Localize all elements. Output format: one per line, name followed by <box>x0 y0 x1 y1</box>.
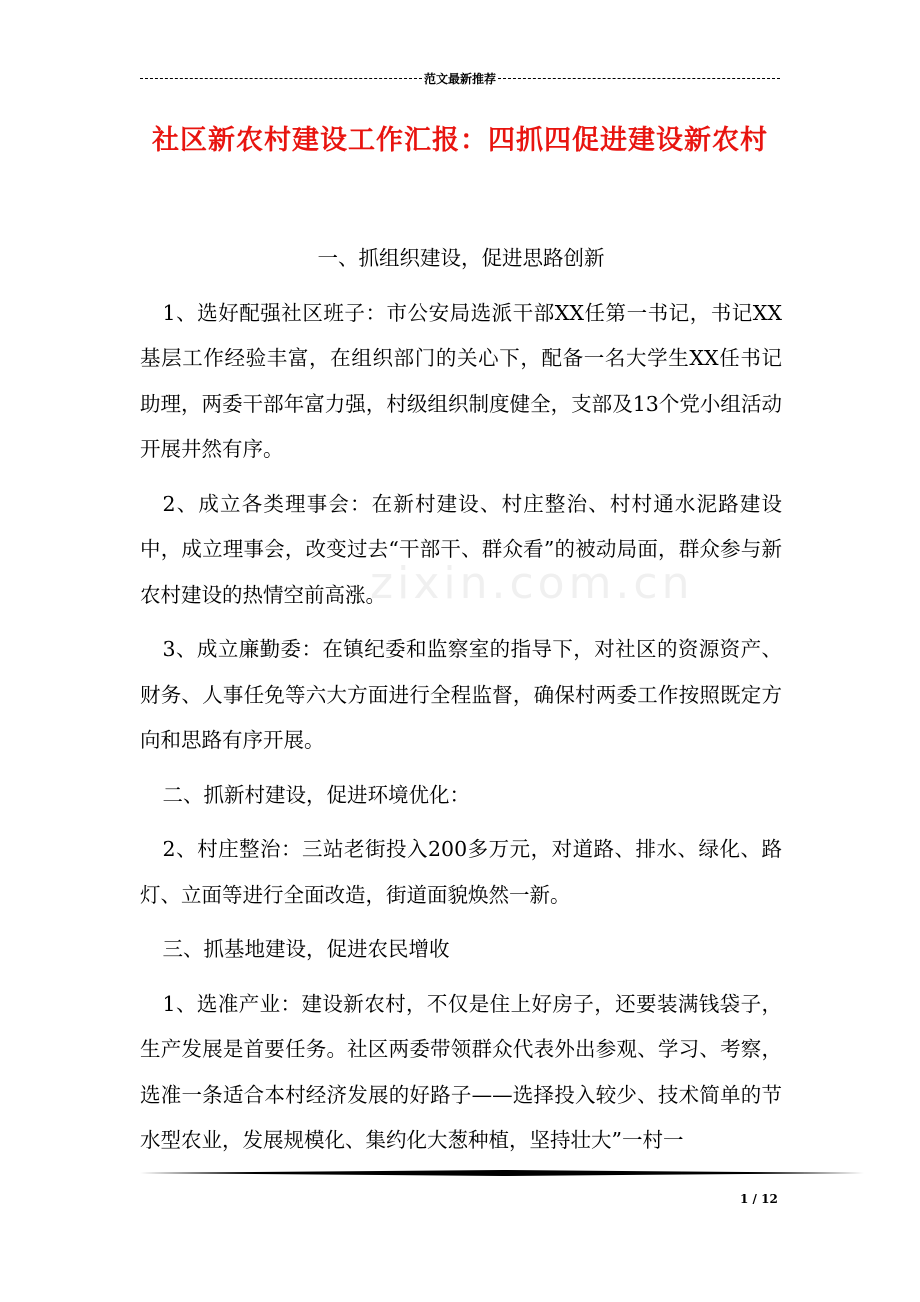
page-header <box>140 68 780 88</box>
section-heading-1: 一、抓组织建设，促进思路创新 <box>317 246 605 270</box>
watermark: zixin.com.cn <box>370 558 694 609</box>
body-paragraph: 1、选准产业：建设新农村，不仅是住上好房子，还要装满钱袋子，生产发展是首要任务。社区两委带领群众代表外出参观、学习、考察，选准一条适合本村经济发展的好路子——选择投入较少、技术简单的节水型农业，发展规模化、集约化大葱种植，坚持壮大”一村一 <box>140 991 782 1152</box>
section-heading-3: 三、抓基地建设，促进农民增收 <box>162 937 450 961</box>
header-label: 范文最新推荐 <box>424 71 497 86</box>
header-dash-right <box>498 78 780 79</box>
document-body <box>140 236 782 1173</box>
document-title: 社区新农村建设工作汇报：四抓四促进建设新农村 <box>152 125 768 156</box>
page-number: 1 / 12 <box>740 1192 778 1206</box>
body-paragraph: 3、成立廉勤委：在镇纪委和监察室的指导下，对社区的资源资产、财务、人事任免等六大方面进行全程监督，确保村两委工作按照既定方向和思路有序开展。 <box>140 637 782 752</box>
section-heading-2: 二、抓新村建设，促进环境优化： <box>162 782 471 807</box>
body-paragraph: 2、成立各类理事会：在新村建设、村庄整治、村村通水泥路建设中，成立理事会，改变过去“干部干、群众看”的被动局面，群众参与新农村建设的热情空前高涨。 <box>140 491 782 607</box>
body-paragraph: 2、村庄整治：三站老街投入200多万元，对道路、排水、绿化、路灯、立面等进行全面改造，街道面貌焕然一新。 <box>140 837 782 907</box>
header-dash-left <box>140 78 422 79</box>
body-paragraph: 1、选好配强社区班子：市公安局选派干部XX任第一书记，书记XX基层工作经验丰富，在组织部门的关心下，配备一名大学生XX任书记助理，两委干部年富力强，村级组织制度健全，支部及13个党小组活动开展井然有序。 <box>140 300 782 461</box>
